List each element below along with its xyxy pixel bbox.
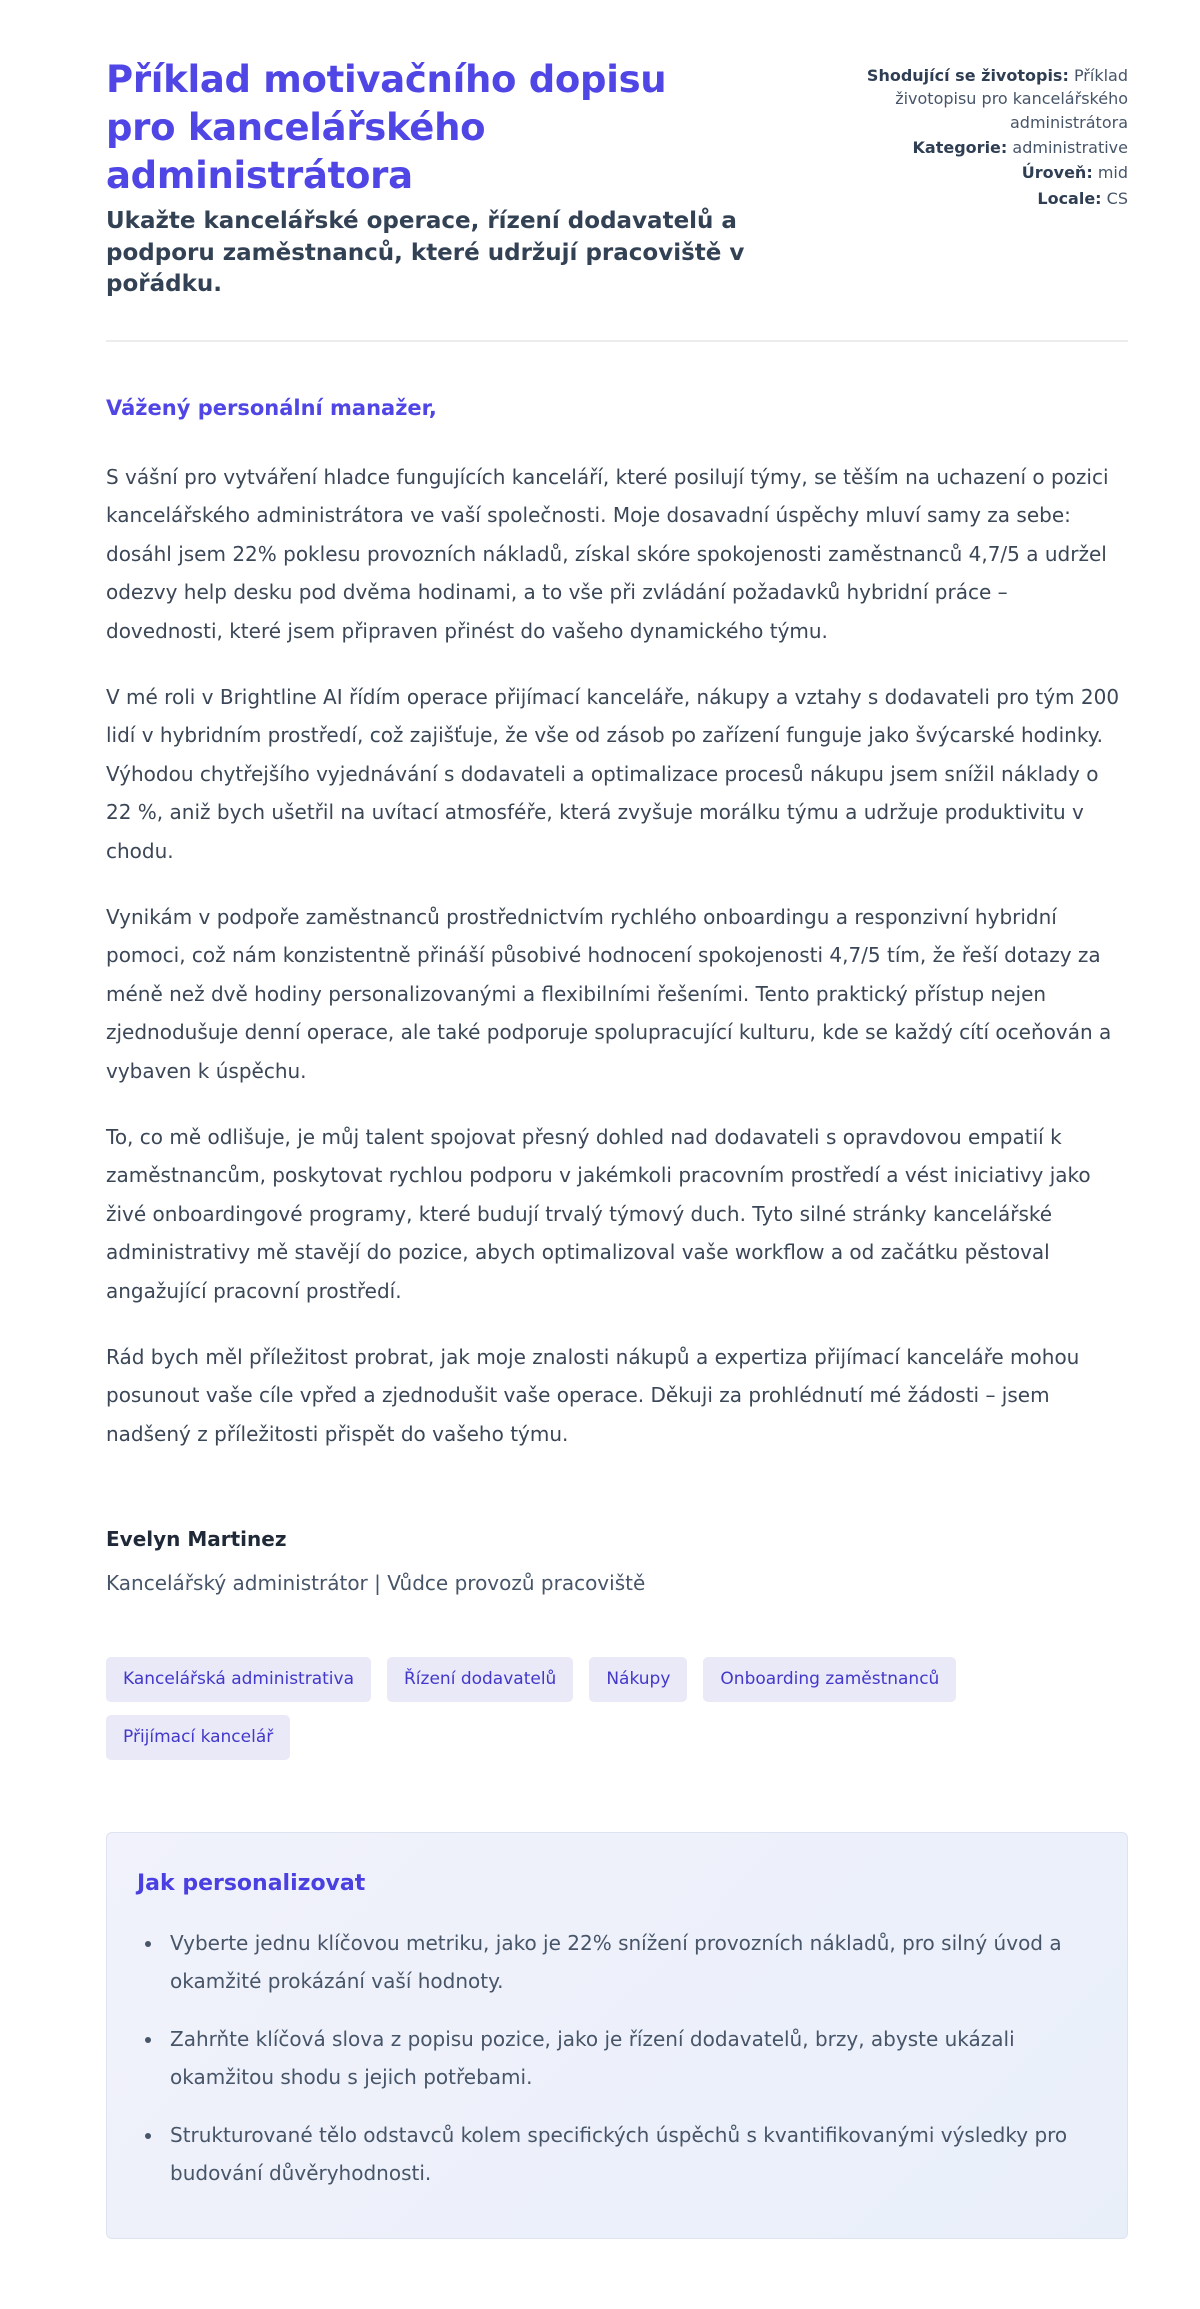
meta-category-value: administrative [1012,138,1128,158]
letter-paragraph-2: V mé roli v Brightline AI řídím operace přijímací kanceláře, nákupy a vztahy s dodavateli pro tým 200 lidí v hybridním prostředí, což zajišťuje, že vše od zásob po zařízení funguje jako švýcarské hodinky. Výhodou chytřejšího vyjednávání s dodavateli a optimalizace procesů nákupu jsem snížil náklady o 22 %, aniž bych ušetřil na uvítací atmosféře, která zvyšuje morálku týmu a udržuje produktivitu v chodu. [106,685,1120,863]
meta-level [798,161,1128,184]
tag-vendor-management: Řízení dodavatelů [387,1657,573,1702]
personalization-heading: Jak personalizovat [137,1871,366,1897]
tag-list [106,1657,1128,1760]
meta-locale [798,187,1128,210]
meta-level-label: Úroveň: [1021,163,1093,183]
page-title: Příklad motivačního dopisu pro kancelářského administrátora [106,58,667,198]
title-block [106,56,746,300]
meta-locale-value: CS [1106,188,1128,208]
personalization-box [106,1832,1128,2239]
signature-name: Evelyn Martinez [106,1527,287,1552]
meta-panel [798,56,1128,212]
tag-office-administration: Kancelářská administrativa [106,1657,371,1702]
signature-role: Kancelářský administrátor | Vůdce provozů pracoviště [106,1571,646,1596]
meta-locale-label: Locale: [1037,188,1102,208]
header [106,56,1128,300]
page-subtitle: Ukažte kancelářské operace, řízení dodavatelů a podporu zaměstnanců, které udržují pracoviště v pořádku. [106,208,745,297]
meta-matching-resume [798,64,1128,134]
letter-body [106,396,1128,1595]
tag-employee-onboarding: Onboarding zaměstnanců [703,1657,956,1702]
divider [106,340,1128,342]
personalization-tip-2: • Zahrňte klíčová slova z popisu pozice, jako je řízení dodavatelů, brzy, abyste ukázali okamžitou shodu s jejich potřebami. [164,2020,1085,2096]
personalization-tip-list [137,1924,1085,2192]
letter-paragraph-4: To, co mě odlišuje, je můj talent spojovat přesný dohled nad dodavateli s opravdovou empatií k zaměstnancům, poskytovat rychlou podporu v jakémkoli pracovním prostředí a vést iniciativy jako živé onboardingové programy, které budují trvalý týmový duch. Tyto silné stránky kancelářské administrativy mě stavějí do pozice, abych optimalizoval vaše workflow a od začátku pěstoval angažující pracovní prostředí. [106,1124,1091,1303]
letter-paragraph-3: Vynikám v podpoře zaměstnanců prostřednictvím rychlého onboardingu a responzivní hybridní pomoci, což nám konzistentně přináší působivé hodnocení spokojenosti 4,7/5 tím, že řeší dotazy za méně než dvě hodiny personalizovanými a flexibilními řešeními. Tento praktický přístup nejen zjednodušuje denní operace, ale také podporuje spolupracující kulturu, kde se každý cítí oceňován a vybaven k úspěchu. [106,904,1112,1083]
letter-paragraph-1: S vášní pro vytváření hladce fungujících kanceláří, které posilují týmy, se těším na uchazení o pozici kancelářského administrátora ve vaší společnosti. Moje dosavadní úspěchy mluví samy za sebe: dosáhl jsem 22% poklesu provozních nákladů, získal skóre spokojenosti zaměstnanců 4,7/5 a udržel odezvy help desku pod dvěma hodinami, a to vše při zvládání požadavků hybridní práce – dovednosti, které jsem připraven přinést do vašeho dynamického týmu. [106,465,1109,643]
meta-matching-resume-label: Shodující se životopis: [866,66,1069,85]
personalization-tip-3: • Strukturované tělo odstavců kolem specifických úspěchů s kvantifikovanými výsledky pro budování důvěryhodnosti. [164,2116,1085,2192]
meta-matching-resume-value: Příklad životopisu pro kancelářského administrátora [895,66,1128,132]
tag-procurement: Nákupy [589,1657,687,1702]
greeting: Vážený personální manažer, [106,396,437,421]
meta-level-value: mid [1097,163,1128,183]
personalization-tip-1: • Vyberte jednu klíčovou metriku, jako je 22% snížení provozních nákladů, pro silný úvod a okamžité prokázání vaší hodnoty. [164,1924,1085,2000]
tag-front-office: Přijímací kancelář [106,1715,290,1760]
meta-category-label: Kategorie: [912,138,1008,158]
letter-paragraph-5: Rád bych měl příležitost probrat, jak moje znalosti nákupů a expertiza přijímací kanceláře mohou posunout vaše cíle vpřed a zjednodušit vaše operace. Děkuji za prohlédnutí mé žádosti – jsem nadšený z příležitosti přispět do vašeho týmu. [106,1344,1080,1446]
meta-category [798,136,1128,159]
